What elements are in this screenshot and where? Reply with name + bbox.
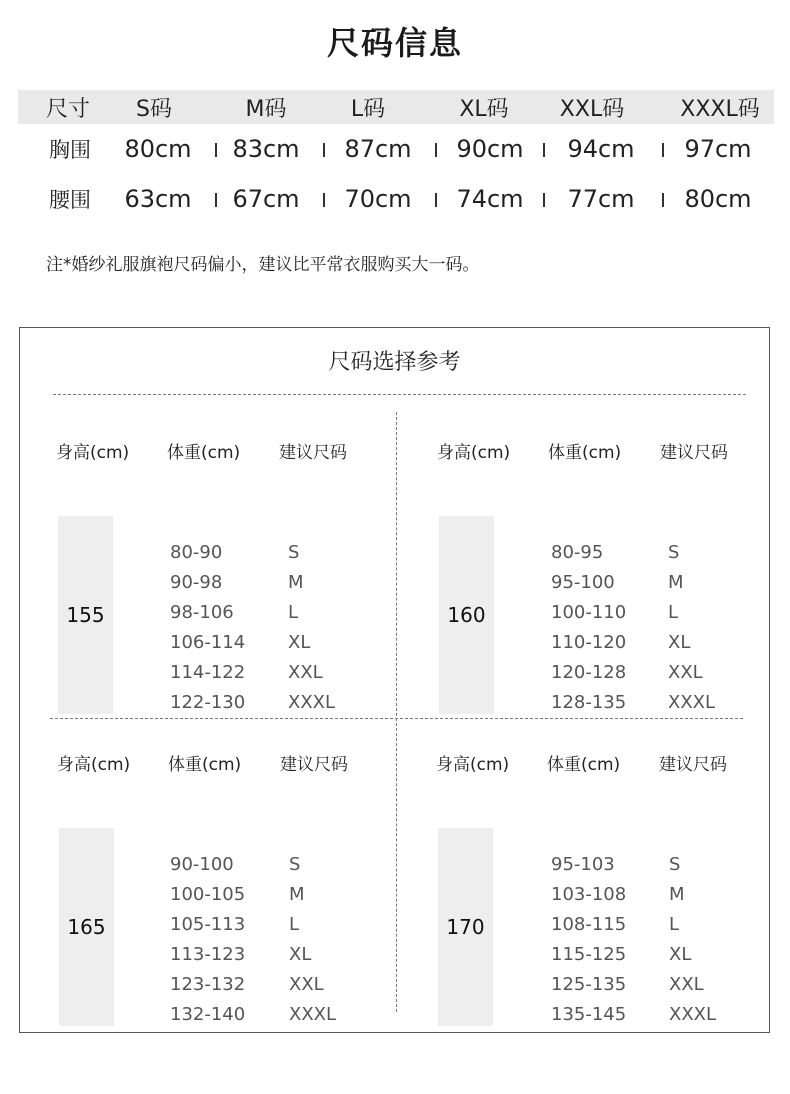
table-cell: 87cm	[344, 135, 412, 163]
weight-range: 122-130	[170, 692, 246, 713]
height-value: 155	[58, 516, 113, 714]
size-column-header: 建议尺码	[279, 443, 347, 463]
suggested-size: M	[669, 884, 685, 905]
weight-range: 100-105	[170, 884, 246, 905]
weight-range: 135-145	[551, 1004, 627, 1025]
suggested-size: S	[669, 854, 681, 875]
suggested-size: S	[668, 542, 680, 563]
table-cell: 77cm	[567, 185, 635, 213]
weight-range: 103-108	[551, 884, 627, 905]
weight-column-header: 体重(cm)	[168, 755, 242, 775]
column-separator	[543, 143, 545, 157]
weight-range: 90-98	[170, 572, 223, 593]
weight-range: 80-90	[170, 542, 223, 563]
weight-range: 110-120	[551, 632, 627, 653]
size-list	[288, 543, 335, 723]
row-label: 腰围	[49, 188, 91, 212]
suggested-size: M	[289, 884, 305, 905]
suggested-size: S	[288, 542, 300, 563]
weight-column-header: 体重(cm)	[548, 443, 622, 463]
column-separator	[662, 193, 664, 207]
weight-range: 106-114	[170, 632, 246, 653]
height-column-header: 身高(cm)	[436, 755, 510, 775]
weight-range: 105-113	[170, 914, 246, 935]
suggested-size: M	[288, 572, 304, 593]
suggested-size: M	[668, 572, 684, 593]
weight-range: 115-125	[551, 944, 627, 965]
table-cell: 74cm	[456, 185, 524, 213]
height-column-header: 身高(cm)	[437, 443, 511, 463]
column-separator	[543, 193, 545, 207]
reference-group	[435, 438, 790, 728]
size-table-header	[18, 90, 774, 124]
suggested-size: XXL	[288, 662, 323, 683]
size-column-header: 建议尺码	[660, 443, 728, 463]
table-cell: 70cm	[344, 185, 412, 213]
suggested-size: XXL	[669, 974, 704, 995]
page-title: 尺码信息	[326, 24, 463, 62]
weight-range: 100-110	[551, 602, 627, 623]
size-table-row-waist	[18, 174, 774, 224]
suggested-size: L	[288, 602, 299, 623]
column-separator	[323, 143, 325, 157]
weight-range: 98-106	[170, 602, 234, 623]
suggested-size: XXXL	[289, 1004, 337, 1025]
weight-list	[551, 543, 626, 723]
header-cell: 尺寸	[45, 96, 90, 122]
weight-range: 95-100	[551, 572, 615, 593]
weight-range: 132-140	[170, 1004, 246, 1025]
weight-range: 125-135	[551, 974, 627, 995]
height-column-header: 身高(cm)	[57, 755, 131, 775]
size-list	[668, 543, 715, 723]
weight-range: 80-95	[551, 542, 604, 563]
suggested-size: XXXL	[288, 692, 336, 713]
weight-range: 128-135	[551, 692, 627, 713]
suggested-size: XL	[668, 632, 691, 653]
header-cell: L码	[350, 96, 386, 122]
weight-range: 108-115	[551, 914, 627, 935]
suggested-size: XXL	[289, 974, 324, 995]
suggested-size: XXXL	[669, 1004, 717, 1025]
reference-title: 尺码选择参考	[328, 350, 461, 375]
reference-group	[434, 750, 790, 1040]
table-cell: 67cm	[232, 185, 300, 213]
column-separator	[323, 193, 325, 207]
table-cell: 97cm	[684, 135, 752, 163]
height-column-header: 身高(cm)	[56, 443, 130, 463]
reference-group	[54, 438, 414, 728]
table-cell: 94cm	[567, 135, 635, 163]
suggested-size: XL	[669, 944, 692, 965]
header-cell: XL码	[459, 96, 509, 122]
size-note: 注*婚纱礼服旗袍尺码偏小，建议比平常衣服购买大一码。	[46, 255, 480, 275]
suggested-size: L	[289, 914, 300, 935]
suggested-size: XL	[289, 944, 312, 965]
suggested-size: L	[669, 914, 680, 935]
size-column-header: 建议尺码	[280, 755, 348, 775]
weight-range: 90-100	[170, 854, 234, 875]
height-value: 170	[438, 828, 493, 1026]
reference-group	[55, 750, 415, 1040]
suggested-size: XL	[288, 632, 311, 653]
suggested-size: L	[668, 602, 679, 623]
height-value: 165	[59, 828, 114, 1026]
size-table	[18, 90, 774, 224]
weight-column-header: 体重(cm)	[167, 443, 241, 463]
table-cell: 90cm	[456, 135, 524, 163]
header-cell: S码	[136, 96, 172, 122]
table-cell: 80cm	[124, 135, 192, 163]
size-column-header: 建议尺码	[659, 755, 727, 775]
table-cell: 80cm	[684, 185, 752, 213]
weight-list	[551, 855, 626, 1035]
table-cell: 63cm	[124, 185, 192, 213]
weight-list	[170, 855, 245, 1035]
header-cell: XXXL码	[680, 96, 760, 122]
column-separator	[435, 193, 437, 207]
weight-range: 95-103	[551, 854, 615, 875]
column-separator	[435, 143, 437, 157]
suggested-size: XXXL	[668, 692, 716, 713]
row-label: 胸围	[49, 138, 91, 162]
height-value: 160	[439, 516, 494, 714]
weight-range: 123-132	[170, 974, 246, 995]
size-reference-panel	[19, 327, 770, 1033]
dashed-divider	[53, 394, 746, 395]
size-list	[669, 855, 716, 1035]
weight-column-header: 体重(cm)	[547, 755, 621, 775]
header-cell: XXL码	[559, 96, 625, 122]
suggested-size: S	[289, 854, 301, 875]
header-cell: M码	[245, 96, 287, 122]
weight-list	[170, 543, 245, 723]
suggested-size: XXL	[668, 662, 703, 683]
column-separator	[662, 143, 664, 157]
weight-range: 120-128	[551, 662, 627, 683]
weight-range: 113-123	[170, 944, 246, 965]
size-table-row-chest	[18, 124, 774, 174]
size-list	[289, 855, 336, 1035]
table-cell: 83cm	[232, 135, 300, 163]
weight-range: 114-122	[170, 662, 246, 683]
